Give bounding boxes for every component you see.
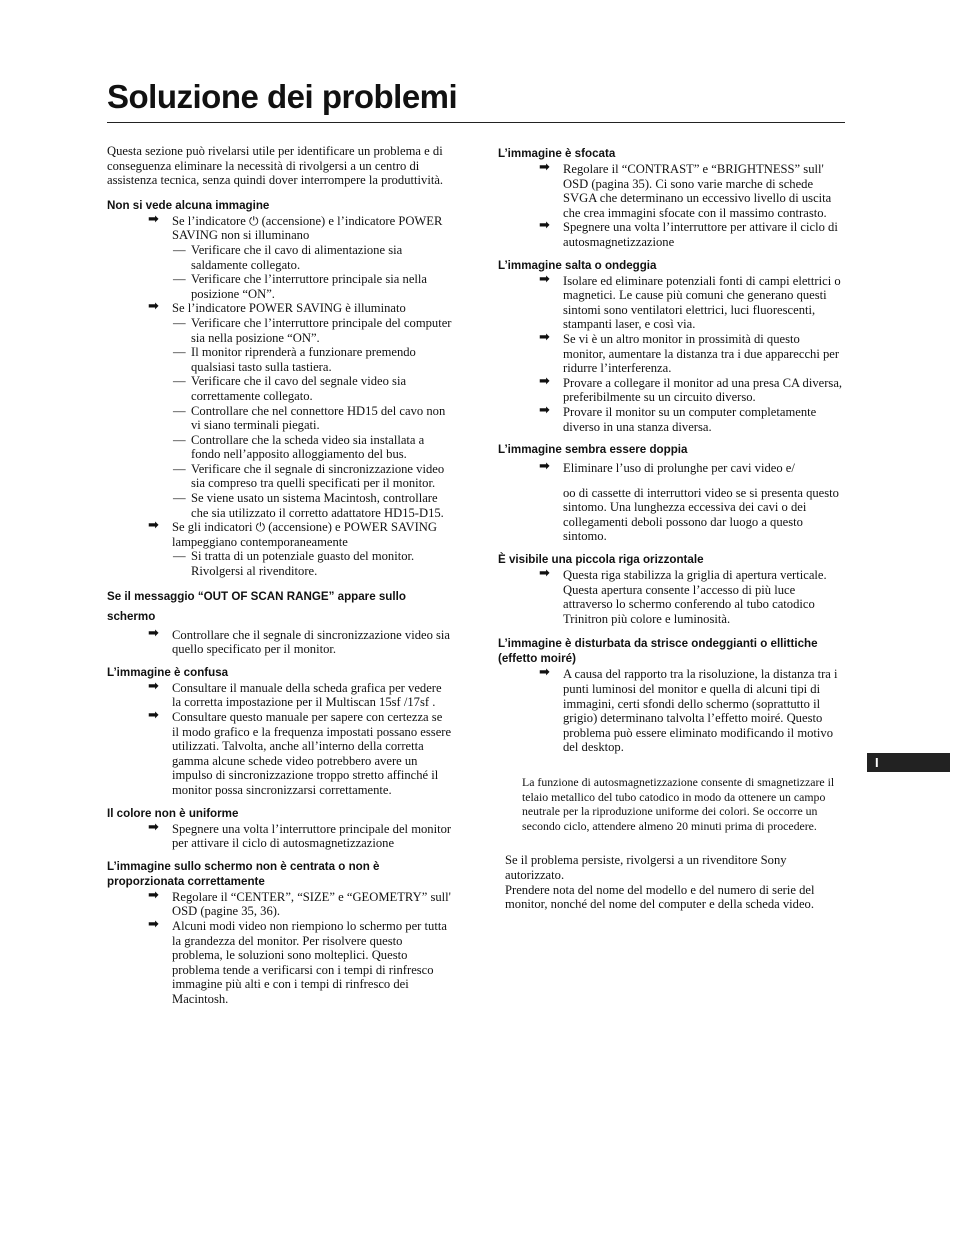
arrow-icon: ➡ bbox=[539, 402, 550, 418]
right-column bbox=[498, 146, 845, 912]
list-item: ➡ Alcuni modi video non riempiono lo schermo per tutta la grandezza del monitor. Per risolvere questo problema, le soluzioni sono molteplici. Questo problema tende a verificarsi con i tempi di rinfresco immagine più alti e con i tempi di rinfresco dei Macintosh. bbox=[148, 916, 447, 1006]
section-heading-jumping: L’immagine salta o ondeggia bbox=[498, 258, 657, 272]
degauss-note: La funzione di autosmagnetizzazione consente di smagnetizzare il telaio metallico del tubo catodico in modo da ottenere un campo neutrale per la riproduzione uniforme dei colori. Se occorre un secondo ciclo, attendere almeno 20 minuti prima di procedere. bbox=[522, 775, 835, 833]
arrow-icon: ➡ bbox=[539, 373, 550, 389]
list-item-continued: oo di cassette di interruttori video se si presenta questo sintomo. Una lunghezza eccessiva dei cavi o dei collegamenti deboli possono dar luogo a questo sintomo. bbox=[563, 485, 839, 544]
dash-icon: — bbox=[173, 242, 186, 257]
arrow-icon: ➡ bbox=[539, 271, 550, 287]
final-paragraph: Se il problema persiste, rivolgersi a un rivenditore Sony autorizzato. Prendere nota del nome del modello e del numero di serie del monitor, nonché del nome del computer e della scheda video. bbox=[505, 853, 815, 912]
sub-item: — Verificare che l’interruttore principale sia nella posizione “ON”. bbox=[173, 272, 428, 301]
power-icon: ⏻ bbox=[255, 520, 266, 535]
arrow-icon: ➡ bbox=[539, 566, 550, 582]
list-item: ➡ Controllare che il segnale di sincronizzazione video sia quello specificato per il monitor. bbox=[148, 625, 451, 657]
sub-item: — Verificare che il cavo di alimentazione sia saldamente collegato. bbox=[173, 242, 403, 272]
list-item: ➡ Isolare ed eliminare potenziali fonti di campi elettrici o magnetici. Le cause più comuni che generano questi sintomi sono ventilatori elettrici, luci fluorescenti, stampanti laser, e così via. bbox=[539, 271, 841, 332]
section-heading-moire: L’immagine è disturbata da strisce ondeggianti o ellittiche (effetto moiré) bbox=[498, 637, 818, 666]
dash-icon: — bbox=[173, 403, 186, 418]
dash-icon: — bbox=[173, 549, 186, 564]
dash-icon: — bbox=[173, 374, 186, 389]
arrow-icon: ➡ bbox=[539, 459, 550, 475]
list-item: ➡ Consultare il manuale della scheda grafica per vedere la corretta impostazione per il Multiscan 15sf /17sf . bbox=[148, 678, 442, 710]
dash-icon: — bbox=[173, 461, 186, 476]
arrow-icon: ➡ bbox=[148, 211, 159, 227]
list-item: ➡ Consultare questo manuale per sapere con certezza se il modo grafico e la frequenza impostati possano essere utilizzati. Talvolta, anche all’interno della corretta gamma alcune schede video potrebbero avere un impulso di sincronizzazione troppo stretto affinché il monitor possa sincronizzarsi correttamente. bbox=[148, 708, 452, 797]
arrow-icon: ➡ bbox=[539, 160, 550, 175]
arrow-icon: ➡ bbox=[148, 518, 159, 534]
list-item: ➡ Questa riga stabilizza la griglia di apertura verticale. Questa apertura consente l’accesso di più luce attraverso lo schermo conferendo al tubo catodico Trinitron più colore e luminosità. bbox=[539, 566, 827, 626]
list-item: ➡ Provare il monitor su un computer completamente diverso in una stanza diversa. bbox=[539, 402, 817, 434]
list-item: ➡ Se l’indicatore ⏻ (accensione) e l’indicatore POWER SAVING non si illuminano bbox=[148, 211, 443, 243]
section-heading-out-of-scan: Se il messaggio “OUT OF SCAN RANGE” appare sullo schermo bbox=[107, 589, 406, 623]
section-heading-blurry: L’immagine è confusa bbox=[107, 665, 229, 679]
sub-item: — Se viene usato un sistema Macintosh, controllare che sia utilizzato il corretto adattatore HD15-D15. bbox=[173, 491, 444, 520]
section-heading-centering: L’immagine sullo schermo non è centrata o non è proporzionata correttamente bbox=[107, 859, 380, 888]
dash-icon: — bbox=[173, 491, 186, 506]
page-title: Soluzione dei problemi bbox=[107, 78, 458, 115]
section-heading-color: Il colore non è uniforme bbox=[107, 806, 239, 820]
left-column bbox=[107, 144, 452, 1007]
list-item: ➡ A causa del rapporto tra la risoluzione, la distanza tra i punti luminosi del monitor e quella di alcuni tipi di immagini, certi sfondi dello schermo (soprattutto il grigio) determinano talvolta l’effetto moiré. Questo problema può essere eliminato modificando il motivo del desktop. bbox=[539, 665, 838, 755]
arrow-icon: ➡ bbox=[148, 625, 159, 641]
arrow-icon: ➡ bbox=[148, 299, 159, 315]
power-icon: ⏻ bbox=[248, 213, 259, 228]
dash-icon: — bbox=[173, 315, 186, 330]
list-item: ➡ Regolare il “CENTER”, “SIZE” e “GEOMETRY” sull' OSD (pagine 35, 36). bbox=[148, 887, 451, 919]
section-heading-horizontal-line: È visibile una piccola riga orizzontale bbox=[498, 553, 704, 567]
section-heading-no-image: Non si vede alcuna immagine bbox=[107, 198, 270, 212]
arrow-icon: ➡ bbox=[539, 665, 550, 681]
list-item: ➡ Se gli indicatori ⏻ (accensione) e POWER SAVING lampeggiano contemporaneamente bbox=[148, 518, 437, 549]
arrow-icon: ➡ bbox=[148, 819, 159, 835]
list-item: ➡ Spegnere una volta l’interruttore principale del monitor per attivare il ciclo di autosmagnetizzazione bbox=[148, 819, 452, 851]
list-item: ➡ Eliminare l’uso di prolunghe per cavi video e/ bbox=[539, 459, 795, 476]
list-item: ➡ Se vi è un altro monitor in prossimità di questo monitor, aumentare la distanza tra i due apparecchi per ridurre l’interferenza. bbox=[539, 329, 840, 376]
dash-icon: — bbox=[173, 432, 186, 447]
arrow-icon: ➡ bbox=[148, 678, 159, 694]
sub-item: — Il monitor riprenderà a funzionare premendo qualsiasi tasto sulla tastiera. bbox=[173, 345, 416, 374]
list-item: ➡ Regolare il “CONTRAST” e “BRIGHTNESS” sull' OSD (pagina 35). Ci sono varie marche di schede SVGA che determinano un eccessivo livello di uscita che crea immagini sfocate con il massimo contrasto. bbox=[539, 160, 832, 220]
dash-icon: — bbox=[173, 272, 186, 287]
arrow-icon: ➡ bbox=[148, 916, 159, 932]
arrow-icon: ➡ bbox=[148, 708, 159, 723]
arrow-icon: ➡ bbox=[148, 887, 159, 903]
list-item: ➡ Provare a collegare il monitor ad una presa CA diversa, preferibilmente su un circuito diverso. bbox=[539, 373, 843, 405]
section-heading-unfocused: L’immagine è sfocata bbox=[498, 147, 616, 160]
sub-item: — Verificare che il cavo del segnale video sia correttamente collegato. bbox=[173, 374, 407, 403]
sub-item: — Verificare che l’interruttore principale del computer sia nella posizione “ON”. bbox=[173, 315, 452, 345]
intro-paragraph: Questa sezione può rivelarsi utile per identificare un problema e di conseguenza eliminare la necessità di rivolgersi a un centro di assistenza tecnica, senza quindi dover interrompere la produttività. bbox=[107, 144, 444, 188]
list-item: ➡ Spegnere una volta l’interruttore per attivare il ciclo di autosmagnetizzazione bbox=[539, 218, 838, 249]
title-rule bbox=[107, 122, 845, 123]
list-item: ➡ Se l’indicatore POWER SAVING è illuminato bbox=[148, 299, 406, 316]
sub-item: — Verificare che il segnale di sincronizzazione video sia compreso tra quelli specificati per il monitor. bbox=[173, 461, 445, 491]
arrow-icon: ➡ bbox=[539, 218, 550, 234]
section-heading-double: L’immagine sembra essere doppia bbox=[498, 443, 688, 457]
language-tab: I bbox=[867, 753, 950, 772]
sub-item: — Si tratta di un potenziale guasto del monitor. Rivolgersi al rivenditore. bbox=[173, 549, 415, 579]
spacer bbox=[498, 476, 845, 486]
arrow-icon: ➡ bbox=[539, 329, 550, 345]
sub-item: — Controllare che nel connettore HD15 del cavo non vi siano terminali piegati. bbox=[173, 403, 446, 433]
sub-item: — Controllare che la scheda video sia installata a fondo nell’apposito alloggiamento del bus. bbox=[173, 432, 425, 462]
dash-icon: — bbox=[173, 345, 186, 360]
